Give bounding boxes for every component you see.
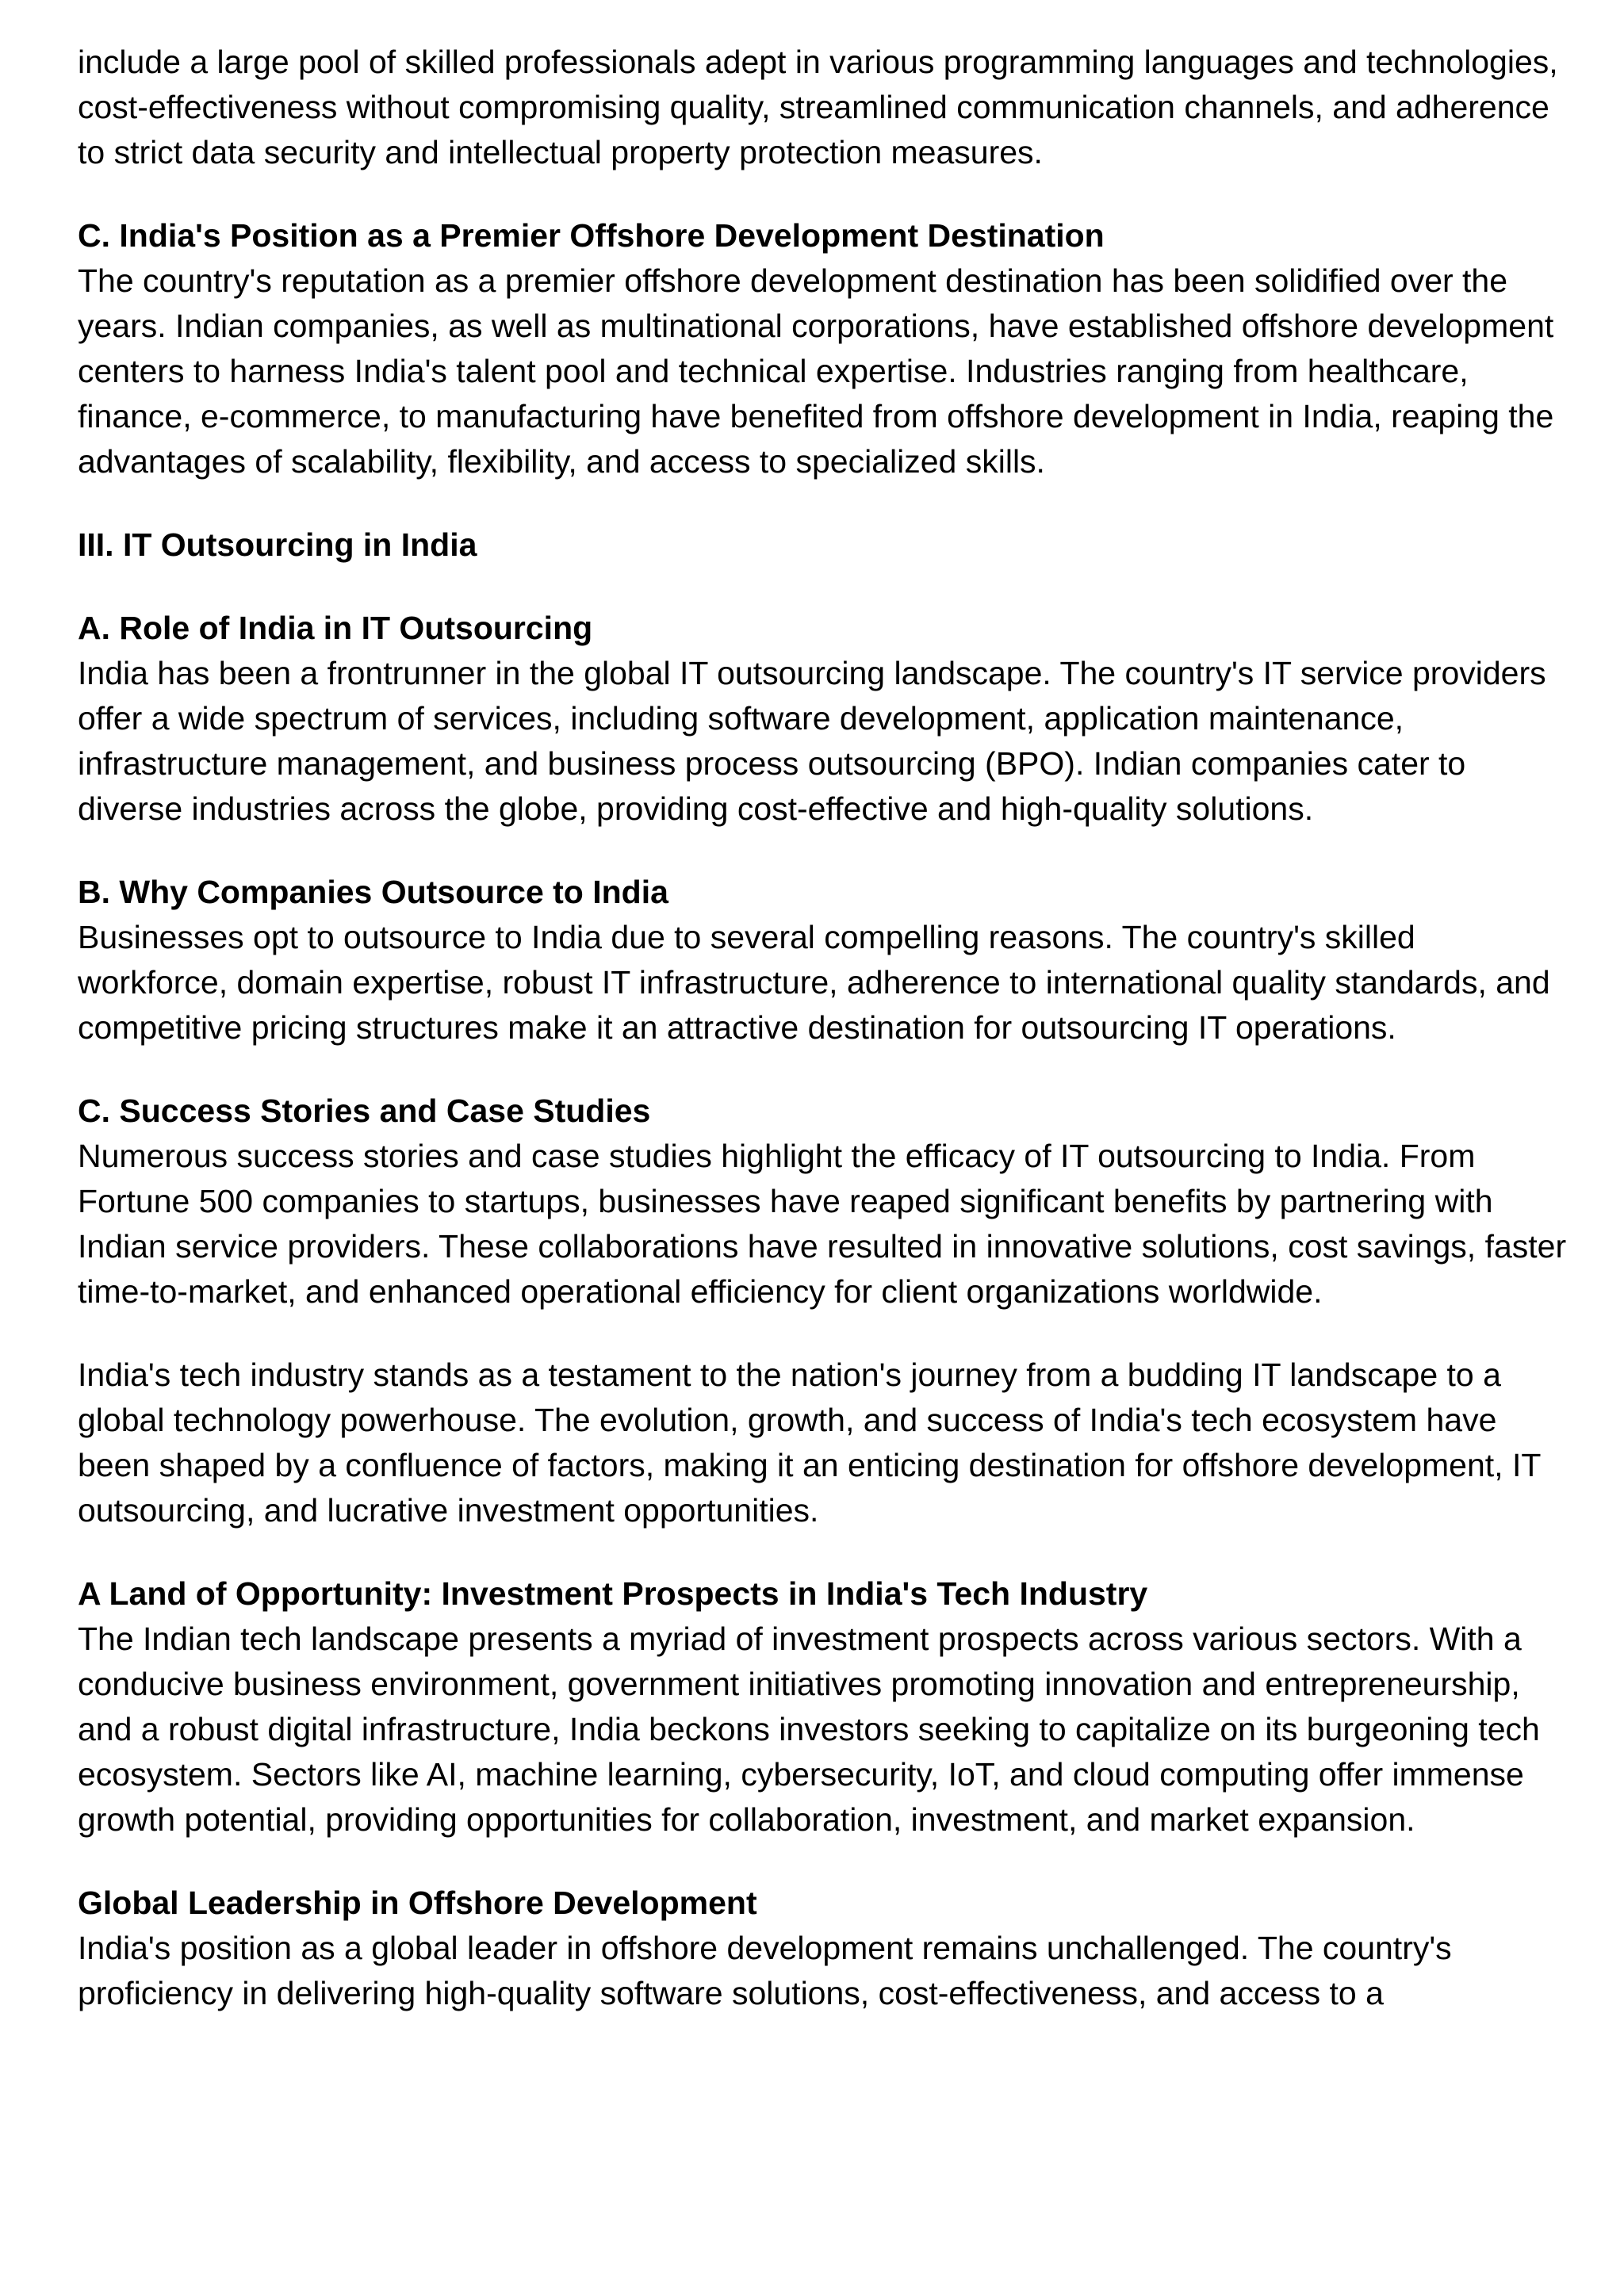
section-why-outsource — [78, 870, 1568, 1050]
section-role-of-india — [78, 606, 1568, 832]
section-heading: C. India's Position as a Premier Offshore Development Destination — [78, 217, 1105, 254]
section-body: Businesses opt to outsource to India due to several compelling reasons. The country's skilled workforce, domain expertise, robust IT infrastructure, adherence to international quality standards, and competitive pricing structures make it an attractive destination for outsourcing IT operations. — [78, 919, 1550, 1046]
section-body: Numerous success stories and case studies highlight the efficacy of IT outsourcing to India. From Fortune 500 companies to startups, businesses have reaped significant benefits by partnering with Indian service providers. These collaborations have resulted in innovative solutions, cost savings, faster time-to-market, and enhanced operational efficiency for client organizations worldwide. — [78, 1138, 1567, 1310]
section-heading: B. Why Companies Outsource to India — [78, 874, 668, 910]
section-it-outsourcing-title — [78, 522, 1568, 568]
intro-block — [78, 40, 1568, 175]
summary-block — [78, 1353, 1568, 1533]
document-page — [78, 40, 1568, 2054]
section-body: India has been a frontrunner in the global IT outsourcing landscape. The country's IT service providers offer a wide spectrum of services, including software development, application maintenance, infrastructure management, and business process outsourcing (BPO). Indian companies cater to diverse industries across the globe, providing cost-effective and high-quality solutions. — [78, 655, 1546, 827]
summary-paragraph: India's tech industry stands as a testament to the nation's journey from a budding IT landscape to a global technology powerhouse. The evolution, growth, and success of India's tech ecosystem have been shaped by a confluence of factors, making it an enticing destination for offshore development, IT outsourcing, and lucrative investment opportunities. — [78, 1357, 1541, 1529]
section-heading: C. Success Stories and Case Studies — [78, 1093, 651, 1129]
section-body: The country's reputation as a premier offshore development destination has been solidified over the years. Indian companies, as well as multinational corporations, have established offshore development centers to harness India's talent pool and technical expertise. Industries ranging from healthcare, finance, e-commerce, to manufacturing have benefited from offshore development in India, reaping the advantages of scalability, flexibility, and access to specialized skills. — [78, 262, 1554, 480]
section-heading: A. Role of India in IT Outsourcing — [78, 610, 593, 646]
section-success-stories — [78, 1089, 1568, 1314]
section-heading: A Land of Opportunity: Investment Prospects in India's Tech Industry — [78, 1575, 1148, 1612]
section-heading: Global Leadership in Offshore Development — [78, 1885, 757, 1921]
chapter-heading: III. IT Outsourcing in India — [78, 526, 477, 563]
intro-paragraph: include a large pool of skilled professionals adept in various programming languages and technologies, cost-effectiveness without compromising quality, streamlined communication channels, and adherence to strict data security and intellectual property protection measures. — [78, 44, 1558, 170]
section-body: India's position as a global leader in offshore development remains unchallenged. The country's proficiency in delivering high-quality software solutions, cost-effectiveness, and access to a — [78, 1930, 1452, 2011]
section-india-position — [78, 213, 1568, 484]
section-global-leadership — [78, 1881, 1568, 2016]
section-land-of-opportunity — [78, 1571, 1568, 1843]
section-body: The Indian tech landscape presents a myriad of investment prospects across various sectors. With a conducive business environment, government initiatives promoting innovation and entrepreneurship, and a robust digital infrastructure, India beckons investors seeking to capitalize on its burgeoning tech ecosystem. Sectors like AI, machine learning, cybersecurity, IoT, and cloud computing offer immense growth potential, providing opportunities for collaboration, investment, and market expansion. — [78, 1621, 1540, 1838]
